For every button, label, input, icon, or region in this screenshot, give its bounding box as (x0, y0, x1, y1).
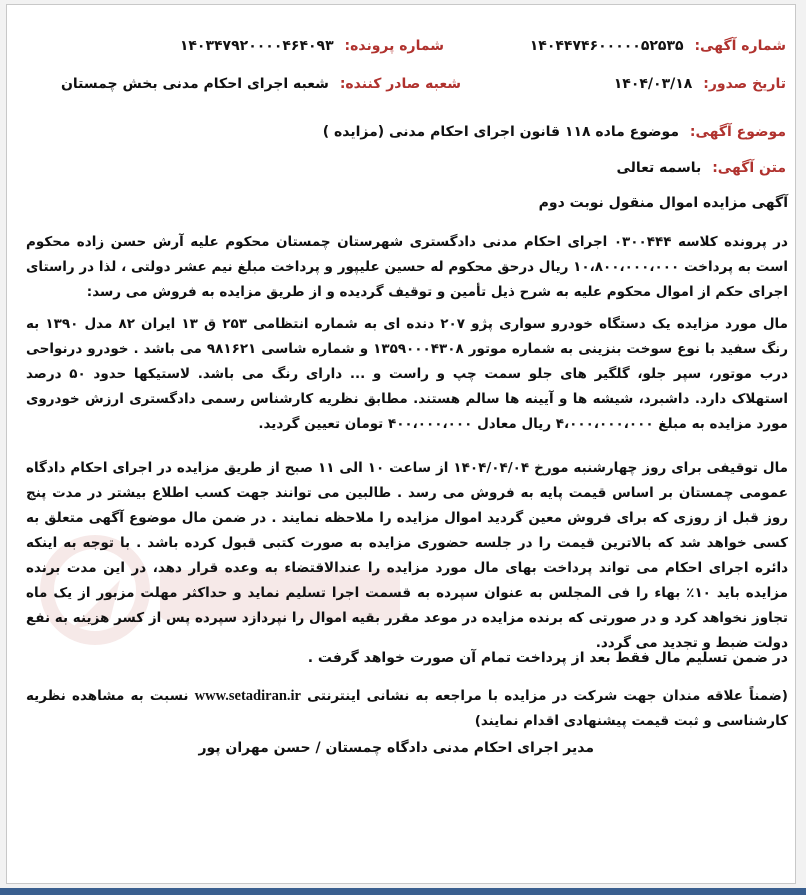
signature: مدیر اجرای احکام مدنی دادگاه چمستان / حسن مهران پور (198, 740, 594, 756)
text-intro-row (616, 160, 786, 176)
issuer-row (61, 76, 461, 92)
issue-date: ۱۴۰۴/۰۳/۱۸ (613, 76, 693, 92)
subject: موضوع ماده ۱۱۸ قانون اجرای احکام مدنی (مزایده ) (322, 124, 679, 140)
issue-date-label: تاریخ صدور: (703, 76, 786, 92)
paragraph-5 (26, 684, 788, 734)
paragraph-4: در ضمن تسلیم مال فقط بعد از پرداخت تمام آن صورت خواهد گرفت . (307, 650, 788, 666)
case-number-row (180, 38, 444, 54)
paragraph-5-before: (ضمناً علاقه مندان جهت شرکت در مزایده با مراجعه به نشانی اینترنتی (301, 688, 788, 704)
bottom-bar (0, 888, 806, 895)
issuer: شعبه اجرای احکام مدنی بخش چمستان (60, 76, 329, 92)
case-number: ۱۴۰۳۴۷۹۲۰۰۰۰۴۶۴۰۹۳ (179, 38, 334, 54)
paragraph-5-after: نسبت به مشاهده نظریه کارشناسی و ثبت قیمت پیشنهادی اقدام نمایند) (26, 688, 788, 729)
case-number-label: شماره پرونده: (344, 38, 444, 54)
paragraph-1: در پرونده کلاسه ۰۳۰۰۴۴۴ اجرای احکام مدنی دادگستری شهرستان چمستان محکوم علیه آرش حسن زاده محکوم است به پرداخت ۱۰،۸۰۰،۰۰۰،۰۰۰ ریال درحق محکوم له حسین علیپور و پرداخت مبلغ نیم عشر دولتی ، لذا در راستای اجرای حکم از اموال محکوم علیه به شرح ذیل تأمین و توقیف گردیده و از طریق مزایده به فروش می رسد: (26, 234, 788, 300)
text-label: متن آگهی: (712, 160, 786, 176)
paragraph-2: مال مورد مزایده یک دستگاه خودرو سواری پژو ۲۰۷ دنده ای به شماره انتظامی ۲۵۳ ق ۱۳ ایران ۸۲ مدل ۱۳۹۰ به رنگ سفید با نوع سوخت بنزینی به شماره موتور ۱۳۵۹۰۰۰۴۳۰۸ و شماره شاسی ۹۸۱۶۲۱ می باشد . خودرو درنواحی درب موتور، سپر جلو، گلگیر های جلو سمت چپ و راست و ... دارای رنگ می باشد. لاستیکها حدود ۵۰ درصد استهلاک دارد. داشبرد، شیشه ها و آیینه ها سالم هستند. مطابق نظریه کارشناس رسمی دادگستری ارزش خودروی مورد مزایده به مبلغ ۴،۰۰۰،۰۰۰،۰۰۰ ریال معادل ۴۰۰،۰۰۰،۰۰۰ تومان تعیین گردید. (26, 316, 789, 432)
notice-number-label: شماره آگهی: (694, 38, 786, 54)
text-intro: باسمه تعالی (616, 160, 702, 176)
setadiran-link[interactable]: www.setadiran.ir (194, 688, 301, 704)
notice-number: ۱۴۰۴۴۷۴۶۰۰۰۰۰۵۲۵۳۵ (529, 38, 684, 54)
issuer-label: شعبه صادر کننده: (339, 76, 461, 92)
notice-number-row (530, 38, 786, 54)
notice-title: آگهی مزایده اموال منقول نوبت دوم (538, 195, 788, 211)
issue-date-row (614, 76, 786, 92)
subject-label: موضوع آگهی: (689, 124, 786, 140)
paragraph-3: مال توقیفی برای روز چهارشنبه مورخ ۱۴۰۴/۰۴/۰۴ از ساعت ۱۰ الی ۱۱ صبح از طریق مزایده در اجرای احکام دادگاه عمومی چمستان بر اساس قیمت پایه به فروش می رسد . طالبین می توانند جهت کسب اطلاع بیشتر در مدت پنج روز قبل از روزی که برای فروش معین گردید اموال مزایده را ملاحظه نمایند . در ضمن مال موضوع آگهی متعلق به کسی خواهد شد که بالاترین قیمت را در جلسه حضوری مزایده به صورت کتبی قبول کرده باشد . با توجه به اینکه دائره اجرای احکام می تواند پرداخت بهای مال مورد مزایده را عندالاقتضاء به وعده قرار دهد، در این مدت برنده مزایده باید ۱۰٪ بهاء را فی المجلس به عنوان سپرده به قسمت اجرا تسلیم نماید و حداکثر مهلت مزبور از یک ماه تجاوز نخواهد کرد و در صورتی که برنده مزایده در موعد مقرر بقیه اموال را نپردازد سپرده پس از کسر هزینه به نفع دولت ضبط و تجدید می گردد. (26, 460, 789, 651)
subject-row (323, 124, 786, 140)
